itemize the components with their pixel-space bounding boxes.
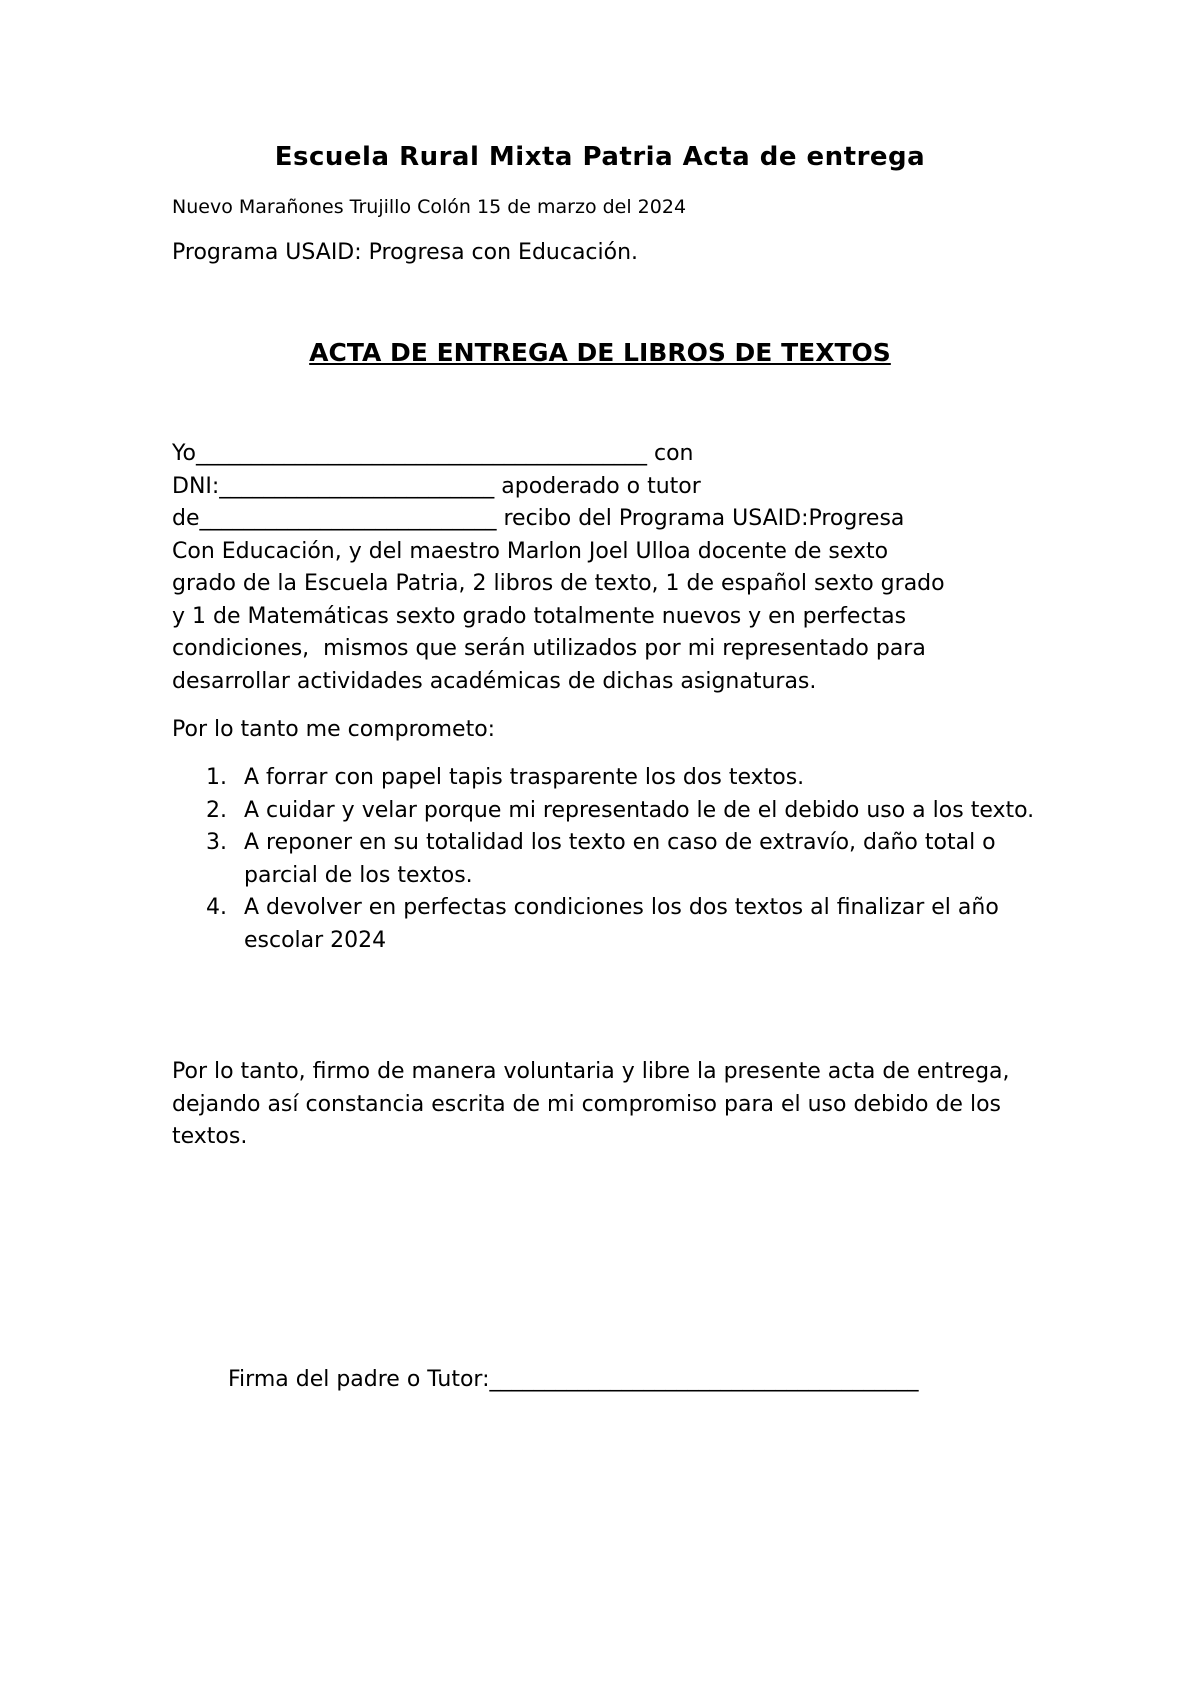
delivery-paragraph	[172, 438, 1042, 698]
closing-paragraph: Por lo tanto, firmo de manera voluntaria y libre la presente acta de entrega, dejando así constancia escrita de mi compromiso para el uso debido de los textos.	[172, 1059, 1010, 1149]
list-item	[172, 892, 1042, 957]
list-item	[172, 795, 1042, 828]
document-heading: ACTA DE ENTREGA DE LIBROS DE TEXTOS	[309, 338, 891, 367]
list-item	[172, 762, 1042, 795]
list-item-text: A cuidar y velar porque mi representado le de el debido uso a los texto.	[244, 797, 1035, 823]
paragraph-line: Con Educación, y del maestro Marlon Joel Ulloa docente de sexto	[172, 538, 889, 564]
list-item-number: 1.	[206, 765, 227, 790]
location-date: Nuevo Marañones Trujillo Colón 15 de marzo del 2024	[172, 196, 687, 218]
signature-line: Firma del padre o Tutor:_______________________________________	[228, 1367, 919, 1392]
paragraph-line: y 1 de Matemáticas sexto grado totalmente nuevos y en perfectas	[172, 603, 907, 629]
paragraph-line: desarrollar actividades académicas de dichas asignaturas.	[172, 668, 817, 694]
list-item-text: A reponer en su totalidad los texto en caso de extravío, daño total o parcial de los textos.	[244, 830, 996, 888]
list-item	[172, 827, 1042, 892]
paragraph-line: DNI:_________________________ apoderado o tutor	[172, 473, 701, 499]
list-item-text: A forrar con papel tapis trasparente los dos textos.	[244, 765, 805, 790]
school-title: Escuela Rural Mixta Patria Acta de entrega	[274, 142, 926, 172]
paragraph-line: condiciones, mismos que serán utilizados por mi representado para	[172, 636, 926, 661]
paragraph-line: Yo_________________________________________ con	[172, 441, 694, 466]
list-item-number: 3.	[206, 830, 227, 855]
commitment-intro: Por lo tanto me comprometo:	[172, 717, 496, 742]
list-item-number: 2.	[206, 797, 227, 823]
paragraph-line: de___________________________ recibo del Programa USAID:Progresa	[172, 506, 905, 531]
commitment-list	[172, 762, 1042, 957]
list-item-number: 4.	[206, 895, 227, 920]
paragraph-line: grado de la Escuela Patria, 2 libros de texto, 1 de español sexto grado	[172, 571, 945, 596]
list-item-text: A devolver en perfectas condiciones los dos textos al finalizar el año escolar 2024	[244, 895, 999, 953]
program-name: Programa USAID: Progresa con Educación.	[172, 240, 639, 265]
